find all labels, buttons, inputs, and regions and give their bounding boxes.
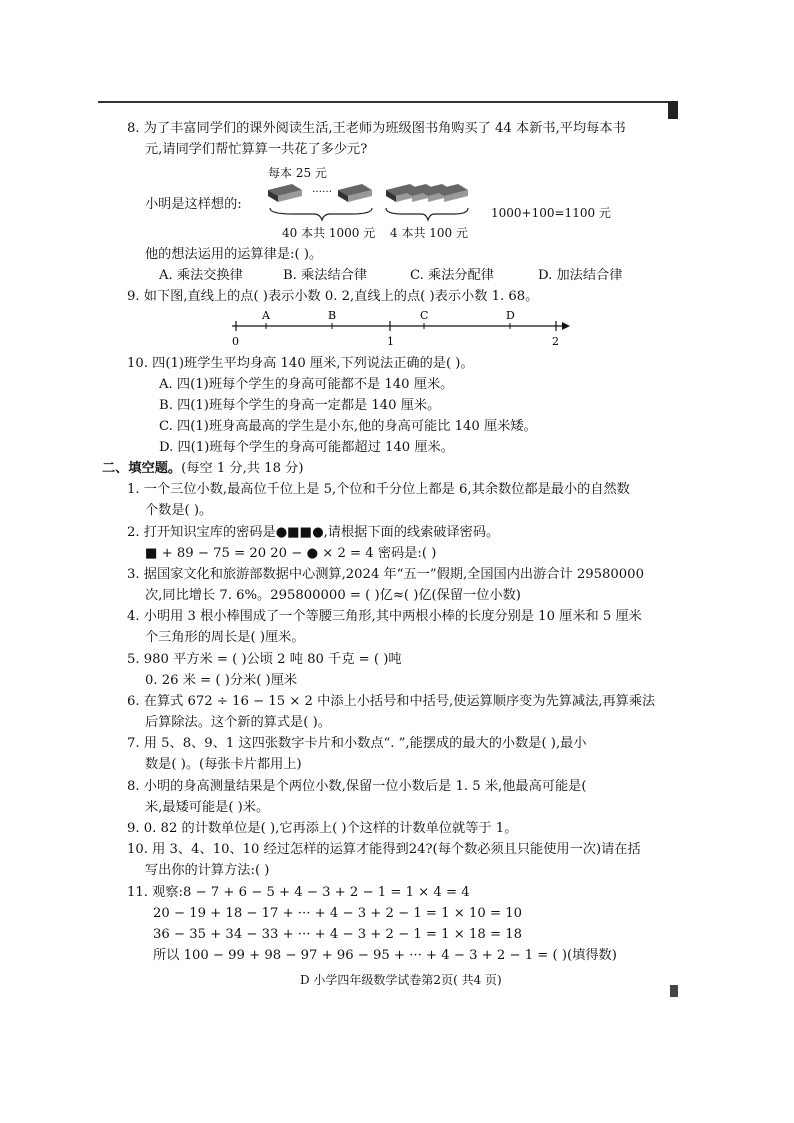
fill-7b: 数是( )。(每张卡片都用上)	[145, 757, 302, 772]
fill-11c: 36 − 35 + 34 − 33 + ··· + 4 − 3 + 2 − 1 = 1 × 18 = 18	[153, 927, 522, 942]
q8-total-4: 4 本共 100 元	[390, 226, 468, 240]
q10-option-c: C. 四(1)班身高最高的学生是小东,他的身高可能比 140 厘米矮。	[159, 419, 537, 434]
fill-5b: 0. 26 米 = ( )分米( )厘米	[145, 673, 298, 688]
point-d-label: D	[506, 309, 515, 322]
book-icon	[268, 184, 302, 202]
fill-9: 9. 0. 82 的计数单位是( ),它再添上( )个这样的计数单位就等于 1。	[127, 821, 518, 836]
tick-label-0: 0	[232, 335, 239, 348]
q8-option-b: B. 乘法结合律	[283, 268, 368, 283]
q8-option-c: C. 乘法分配律	[410, 268, 494, 283]
q8-line2: 元,请同学们帮忙算算一共花了多少元?	[145, 142, 368, 157]
q10-text: 10. 四(1)班学生平均身高 140 厘米,下列说法正确的是( )。	[127, 356, 474, 371]
q8-option-d: D. 加法结合律	[538, 268, 623, 283]
tick-label-2: 2	[552, 335, 559, 348]
fill-7a: 7. 用 5、8、9、1 这四张数字卡片和小数点“. ”,能摆成的最大的小数是( ),最小	[127, 736, 587, 751]
arrow-icon	[562, 322, 570, 330]
q10-option-d: D. 四(1)班每个学生的身高可能都超过 140 厘米。	[159, 440, 454, 455]
fill-1a: 1. 一个三位小数,最高位千位上是 5,个位和千分位上都是 6,其余数位都是最小的自然数	[127, 482, 630, 497]
point-b-label: B	[328, 309, 337, 322]
fill-4a: 4. 小明用 3 根小棒围成了一个等腰三角形,其中两根小棒的长度分别是 10 厘米和 5 厘米	[127, 609, 642, 624]
q8-question: 他的想法运用的运算律是:( )。	[145, 247, 323, 262]
q8-each-price: 每本 25 元	[268, 166, 327, 180]
section-heading	[102, 460, 303, 478]
fill-2b: ■ + 89 − 75 = 20 20 − ● × 2 = 4 密码是:( )	[145, 546, 437, 561]
q10-option-a: A. 四(1)班每个学生的身高可能都不是 140 厘米。	[159, 377, 454, 392]
q8-total-40: 40 本共 1000 元	[282, 226, 376, 240]
fill-6a: 6. 在算式 672 ÷ 16 − 15 × 2 中添上小括号和中括号,使运算顺序变为先算减法,再算乘法	[127, 694, 656, 709]
page-footer: D 小学四年级数学试卷第2页( 共4 页)	[300, 973, 502, 987]
number-line	[222, 308, 572, 348]
fill-8a: 8. 小明的身高测量结果是个两位小数,保留一位小数后是 1. 5 米,他最高可能是(	[127, 779, 587, 794]
section-title: 二、填空题。	[102, 461, 182, 476]
fill-5a: 5. 980 平方米 = ( )公顷 2 吨 80 千克 = ( )吨	[127, 652, 402, 667]
q8-option-a: A. 乘法交换律	[159, 268, 243, 283]
fill-11b: 20 − 19 + 18 − 17 + ··· + 4 − 3 + 2 − 1 = 1 × 10 = 10	[153, 906, 522, 921]
fill-8b: 米,最矮可能是( )米。	[145, 800, 270, 815]
q8-dots: ……	[312, 184, 332, 195]
fill-1b: 个数是( )。	[145, 503, 213, 518]
q8-line1: 8. 为了丰富同学们的课外阅读生活,王老师为班级图书角购买了 44 本新书,平均每本书	[127, 121, 626, 136]
fill-3a: 3. 据国家文化和旅游部数据中心测算,2024 年“五一”假期,全国国内出游合计 29580000	[127, 567, 644, 582]
section-note: (每空 1 分,共 18 分)	[181, 461, 304, 476]
books-illustration	[262, 178, 482, 226]
q8-sum: 1000+100=1100 元	[491, 206, 611, 220]
point-a-label: A	[262, 309, 270, 322]
fill-11a: 11. 观察:8 − 7 + 6 − 5 + 4 − 3 + 2 − 1 = 1 × 4 = 4	[127, 885, 470, 900]
fill-10b: 写出你的计算方法:( )	[145, 863, 270, 878]
book-icon	[338, 184, 372, 202]
point-c-label: C	[420, 309, 429, 322]
q9-text: 9. 如下图,直线上的点( )表示小数 0. 2,直线上的点( )表示小数 1. 68。	[127, 289, 539, 304]
fill-11d: 所以 100 − 99 + 98 − 97 + 96 − 95 + ··· + 4 − 3 + 2 − 1 = ( )(填得数)	[153, 948, 617, 963]
fill-10a: 10. 用 3、4、10、10 经过怎样的运算才能得到24?(每个数必须且只能使用一次)请在括	[127, 842, 641, 857]
fill-2a: 2. 打开知识宝库的密码是●■■●,请根据下面的线索破译密码。	[127, 525, 500, 540]
q10-option-b: B. 四(1)班每个学生的身高一定都是 140 厘米。	[159, 398, 441, 413]
fill-4b: 个三角形的周长是( )厘米。	[145, 630, 305, 645]
tick-label-1: 1	[387, 335, 394, 348]
scan-edge-mark	[670, 985, 678, 997]
fill-3b: 次,同比增长 7. 6%。295800000 = ( )亿≈( )亿(保留一位小数)	[145, 588, 521, 603]
page-top-rule	[98, 101, 670, 103]
q8-xiaoming: 小明是这样想的:	[145, 197, 242, 212]
fill-6b: 后算除法。这个新的算式是( )。	[145, 715, 331, 730]
scan-edge-mark	[668, 101, 678, 119]
book-stack-icon	[386, 184, 468, 202]
